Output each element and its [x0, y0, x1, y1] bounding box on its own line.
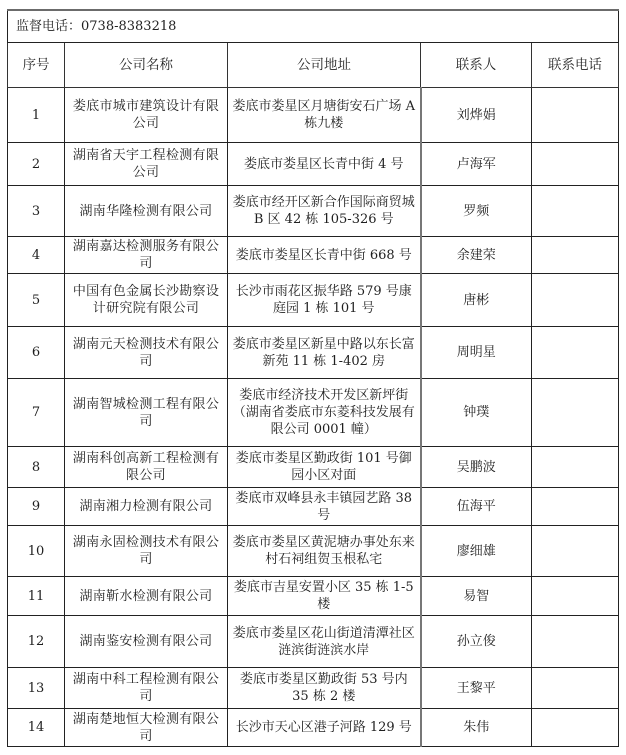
supervision-phone-cell — [8, 10, 619, 43]
table-row — [8, 577, 619, 616]
header-company-name: 公司名称 — [65, 43, 228, 88]
company-name-cell: 湖南楚地恒大检测有限公司 — [65, 709, 228, 747]
company-address-cell: 娄底市经济技术开发区新坪街（湖南省娄底市东菱科技发展有限公司 0001 幢） — [228, 379, 421, 447]
row-index-cell: 7 — [8, 379, 65, 447]
row-index-cell: 8 — [8, 447, 65, 488]
row-index-cell: 9 — [8, 488, 65, 526]
contact-phone-cell — [532, 526, 619, 577]
company-name-cell: 湖南华隆检测有限公司 — [65, 186, 228, 237]
company-address-cell: 娄底市娄星区勤政街 53 号内 35 栋 2 楼 — [228, 668, 421, 709]
contact-person-cell: 孙立俊 — [421, 616, 532, 668]
table-row — [8, 274, 619, 327]
company-address-cell: 长沙市天心区港子河路 129 号 — [228, 709, 421, 747]
contact-person-cell: 易智 — [421, 577, 532, 616]
table-row — [8, 447, 619, 488]
company-address-cell: 娄底市娄星区月塘街安石广场 A 栋九楼 — [228, 88, 421, 143]
row-index-cell: 10 — [8, 526, 65, 577]
contact-person-cell: 王黎平 — [421, 668, 532, 709]
row-index-cell: 1 — [8, 88, 65, 143]
header-index: 序号 — [8, 43, 65, 88]
contact-person-cell: 吴鹏波 — [421, 447, 532, 488]
header-contact-person: 联系人 — [421, 43, 532, 88]
company-name-cell: 湖南鉴安检测有限公司 — [65, 616, 228, 668]
company-address-cell: 娄底市吉星安置小区 35 栋 1-5 楼 — [228, 577, 421, 616]
contact-phone-cell — [532, 186, 619, 237]
company-name-cell: 湖南元天检测技术有限公司 — [65, 327, 228, 379]
company-address-cell: 娄底市双峰县永丰镇园艺路 38 号 — [228, 488, 421, 526]
company-name-cell: 湖南科创高新工程检测有限公司 — [65, 447, 228, 488]
row-index-cell: 2 — [8, 143, 65, 186]
row-index-cell: 6 — [8, 327, 65, 379]
contact-person-cell: 卢海军 — [421, 143, 532, 186]
contact-phone-cell — [532, 447, 619, 488]
company-name-cell: 湖南中科工程检测有限公司 — [65, 668, 228, 709]
table-row — [8, 143, 619, 186]
contact-phone-cell — [532, 668, 619, 709]
contact-person-cell: 廖细雄 — [421, 526, 532, 577]
table-row — [8, 237, 619, 274]
company-name-cell: 湖南永固检测技术有限公司 — [65, 526, 228, 577]
contact-person-cell: 唐彬 — [421, 274, 532, 327]
company-address-cell: 长沙市雨花区振华路 579 号康庭园 1 栋 101 号 — [228, 274, 421, 327]
row-index-cell: 5 — [8, 274, 65, 327]
company-address-cell: 娄底市娄星区花山街道清潭社区涟滨街涟滨水岸 — [228, 616, 421, 668]
row-index-cell: 14 — [8, 709, 65, 747]
company-address-cell: 娄底市娄星区长青中街 668 号 — [228, 237, 421, 274]
company-name-cell: 湖南靳水检测有限公司 — [65, 577, 228, 616]
contact-phone-cell — [532, 709, 619, 747]
row-index-cell: 3 — [8, 186, 65, 237]
contact-person-cell: 朱伟 — [421, 709, 532, 747]
contact-phone-cell — [532, 379, 619, 447]
supervision-phone-row — [8, 10, 619, 43]
contact-phone-cell — [532, 274, 619, 327]
contact-person-cell: 伍海平 — [421, 488, 532, 526]
contact-person-cell: 钟璞 — [421, 379, 532, 447]
company-name-cell: 湖南省天宇工程检测有限公司 — [65, 143, 228, 186]
contact-phone-cell — [532, 577, 619, 616]
contact-phone-cell — [532, 488, 619, 526]
company-table — [7, 9, 619, 747]
table-header-row — [8, 43, 619, 88]
company-address-cell: 娄底市娄星区勤政街 101 号御园小区对面 — [228, 447, 421, 488]
company-name-cell: 湖南嘉达检测服务有限公司 — [65, 237, 228, 274]
row-index-cell: 4 — [8, 237, 65, 274]
contact-phone-cell — [532, 327, 619, 379]
table-row — [8, 379, 619, 447]
table-row — [8, 488, 619, 526]
company-address-cell: 娄底市娄星区黄泥塘办事处东来村石祠组贺玉根私宅 — [228, 526, 421, 577]
contact-person-cell: 罗频 — [421, 186, 532, 237]
contact-phone-cell — [532, 88, 619, 143]
contact-phone-cell — [532, 237, 619, 274]
company-name-cell: 湖南湘力检测有限公司 — [65, 488, 228, 526]
table-row — [8, 186, 619, 237]
company-address-cell: 娄底市娄星区长青中街 4 号 — [228, 143, 421, 186]
company-address-cell: 娄底市经开区新合作国际商贸城 B 区 42 栋 105-326 号 — [228, 186, 421, 237]
table-row — [8, 709, 619, 747]
table-row — [8, 668, 619, 709]
company-list-document — [7, 9, 618, 747]
row-index-cell: 13 — [8, 668, 65, 709]
supervision-phone-label: 监督电话： — [16, 19, 82, 34]
contact-person-cell: 周明星 — [421, 327, 532, 379]
table-row — [8, 327, 619, 379]
contact-person-cell: 余建荣 — [421, 237, 532, 274]
header-contact-phone: 联系电话 — [532, 43, 619, 88]
table-row — [8, 526, 619, 577]
table-row — [8, 616, 619, 668]
company-name-cell: 湖南智城检测工程有限公司 — [65, 379, 228, 447]
table-row — [8, 88, 619, 143]
contact-phone-cell — [532, 143, 619, 186]
supervision-phone-number: 0738-8383218 — [81, 19, 177, 34]
header-company-address: 公司地址 — [228, 43, 421, 88]
contact-person-cell: 刘烨娟 — [421, 88, 532, 143]
company-name-cell: 娄底市城市建筑设计有限公司 — [65, 88, 228, 143]
company-name-cell: 中国有色金属长沙勘察设计研究院有限公司 — [65, 274, 228, 327]
company-address-cell: 娄底市娄星区新星中路以东长富新苑 11 栋 1-402 房 — [228, 327, 421, 379]
contact-phone-cell — [532, 616, 619, 668]
row-index-cell: 12 — [8, 616, 65, 668]
row-index-cell: 11 — [8, 577, 65, 616]
